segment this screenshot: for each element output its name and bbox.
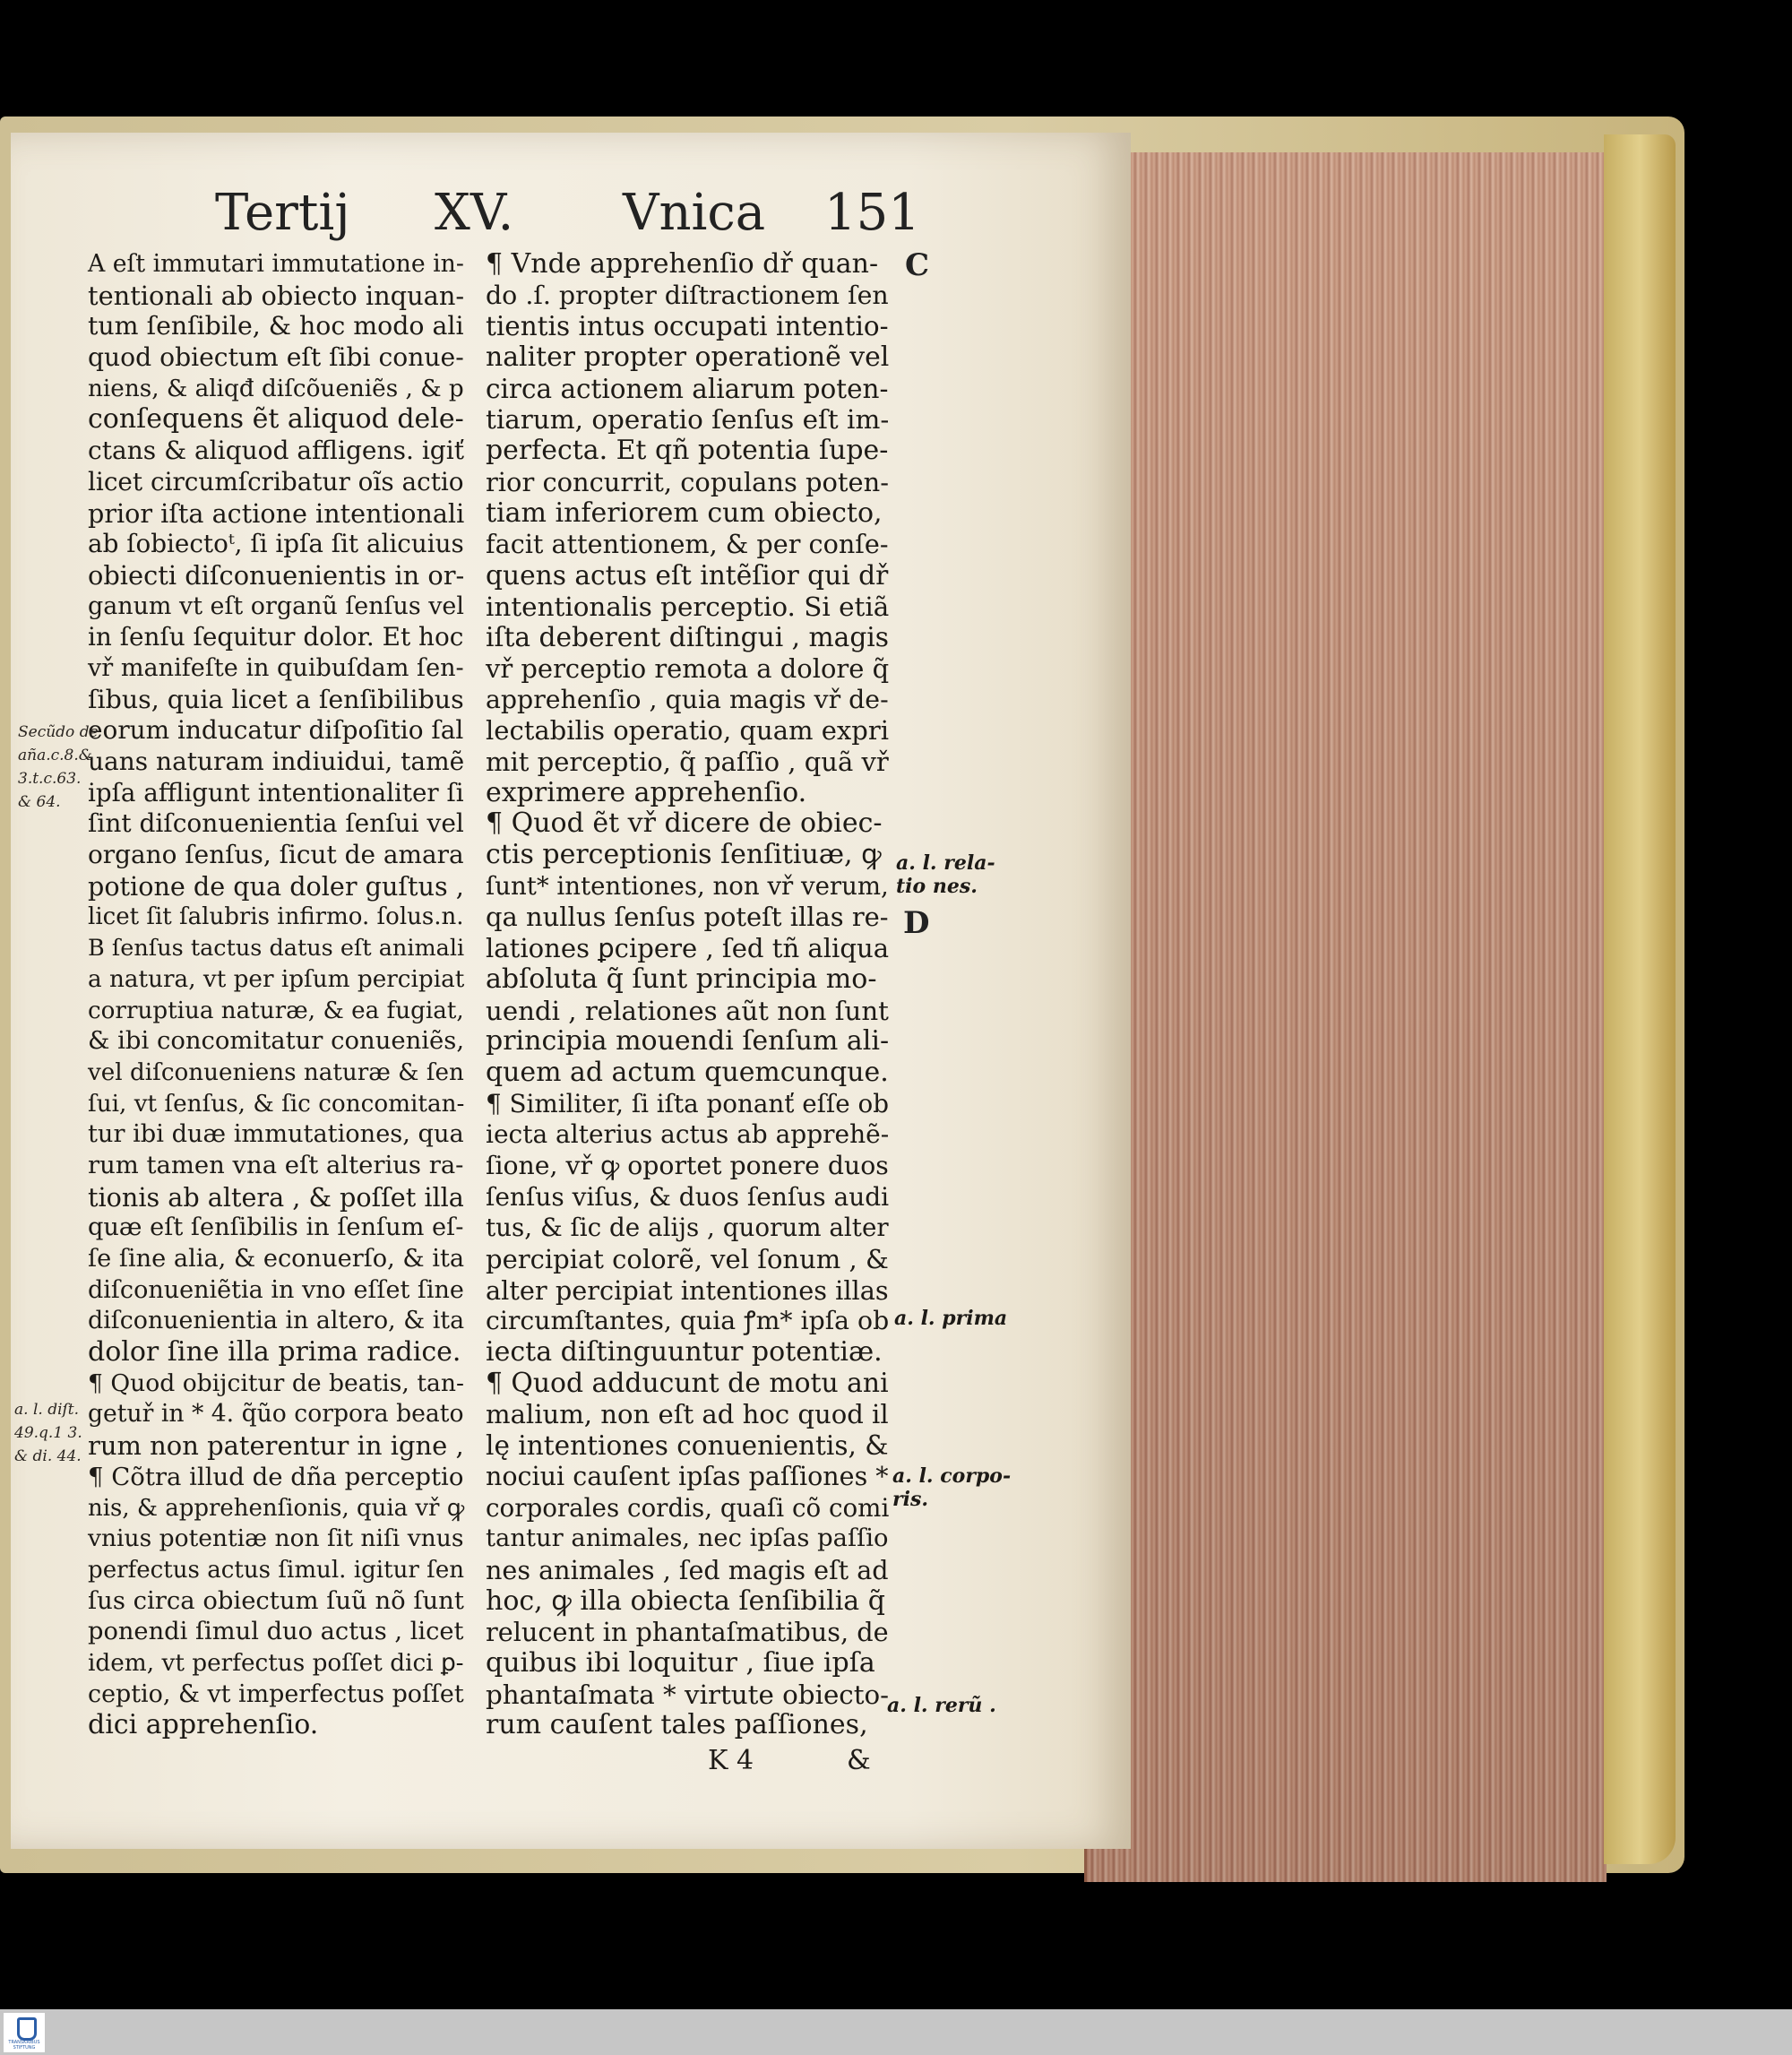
- text-line: ¶ Quod adducunt de motu ani: [486, 1367, 889, 1399]
- text-line: iſta deberent diſtingui , magis: [486, 621, 890, 653]
- text-line: & ibi concomitatur conueniẽs,: [88, 1027, 465, 1056]
- text-line: tiam inferiorem cum obiecto,: [486, 496, 883, 529]
- text-line: dolor ſine illa prima radice.: [88, 1336, 461, 1369]
- text-line: B ſenſus tactus datus eſt animali: [88, 935, 465, 963]
- text-line: qa nullus ſenſus poteſt illas re-: [486, 902, 889, 933]
- text-line: quod obiectum eſt ſibi conue-: [88, 342, 464, 373]
- catchword: &: [847, 1745, 871, 1776]
- text-line: ctans & aliquod affligens. igiť: [88, 436, 464, 466]
- text-line: quens actus eſt intẽſior qui dř: [486, 558, 889, 591]
- text-line: vř manifeſte in quibuſdam ſen-: [88, 653, 464, 682]
- text-line: rum tamen vna eſt alterius ra-: [88, 1151, 464, 1179]
- text-line: ipſa affligunt intentionaliter ſi: [88, 777, 464, 807]
- text-line: exprimere apprehenſio.: [486, 776, 807, 808]
- text-line: organo ſenſus, ſicut de amara: [88, 840, 464, 870]
- text-line: ſibus, quia licet a ſenſibilibus: [88, 684, 464, 714]
- text-line: mit perceptio, q̃ paſſio , quã vř: [486, 747, 889, 777]
- right-column: [486, 249, 889, 1741]
- text-line: hoc, ꝙ illa obiecta ſenſibilia q̃: [486, 1584, 885, 1617]
- running-head-center: XV.: [435, 184, 514, 242]
- running-head-right: Vnica: [623, 184, 766, 242]
- text-line: iecta alterius actus ab apprehẽ-: [486, 1119, 890, 1150]
- shield-icon: [17, 2017, 37, 2041]
- text-line: potione de qua doler guſtus ,: [88, 870, 464, 902]
- text-line: nociui cauſent ipſas paſſiones *: [486, 1461, 889, 1491]
- text-line: uans naturam indiuidui, tamẽ: [88, 747, 465, 776]
- text-line: apprehenſio , quia magis vř de-: [486, 684, 889, 714]
- text-line: ſione, vř ꝙ oportet ponere duos: [486, 1150, 889, 1180]
- text-line: naliter propter operationẽ vel: [486, 341, 890, 374]
- text-line: ſui, vt ſenſus, & ſic concomitan-: [88, 1090, 465, 1118]
- text-line: lę intentiones conuenientis, &: [486, 1430, 889, 1462]
- text-line: prior iſta actione intentionali: [88, 497, 465, 529]
- text-line: ¶ Cõtra illud de dña perceptio: [88, 1462, 464, 1491]
- text-line: nes animales , ſed magis eſt ad: [486, 1554, 889, 1585]
- text-line: circa actionem aliarum poten-: [486, 373, 889, 404]
- text-line: tantur animales, nec ipſas paſſio: [486, 1524, 889, 1553]
- text-line: ſus circa obiectum ſuũ nõ ſunt: [88, 1586, 464, 1615]
- text-line: circumſtantes, quia ꝭm* ipſa ob: [486, 1306, 890, 1336]
- side-note-relationes: a. l. rela- tio nes.: [896, 851, 995, 898]
- text-line: facit attentionem, & per conſe-: [486, 529, 889, 560]
- text-line: percipiat colorẽ, vel ſonum , &: [486, 1244, 889, 1274]
- text-line: idem, vt perfectus poſſet dici ꝑ-: [88, 1649, 464, 1677]
- text-line: phantaſmata * virtute obiecto-: [486, 1679, 890, 1710]
- left-margin-note-secundo: Secũdo de aña.c.8.& 3.t.c.63. & 64.: [18, 723, 99, 811]
- text-line: perfectus actus ſimul. igitur ſen: [88, 1556, 465, 1584]
- text-line: licet circumſcribatur oĩs actio: [88, 466, 464, 496]
- text-line: niens, & aliqđ diſcõueniẽs , & p: [88, 375, 464, 402]
- text-line: ſint diſconuenientia ſenſui vel: [88, 808, 464, 839]
- text-line: vř perceptio remota a dolore q̃: [486, 652, 890, 684]
- text-line: tiarum, operatio ſenſus eſt im-: [486, 404, 890, 436]
- text-line: ab ſobiectoᵗ, ſi ipſa ſit alicuius: [88, 529, 464, 559]
- text-line: principia mouendi ſenſum ali-: [486, 1025, 890, 1058]
- text-line: corruptiua naturæ, & ea fugiat,: [88, 997, 464, 1024]
- logo-text: TRANSKRIBUS STIFTUNG: [8, 2040, 40, 2051]
- text-line: ¶ Vnde apprehenſio dř quan-: [486, 248, 879, 280]
- side-note-prima: a. l. prima: [894, 1307, 1008, 1330]
- left-column: [88, 249, 464, 1741]
- text-line: quem ad actum quemcunque.: [486, 1056, 889, 1088]
- text-line: vel diſconueniens naturæ & ſen: [88, 1058, 464, 1086]
- text-line: a natura, vt per ipſum percipiat: [88, 965, 465, 993]
- text-line: quibus ibi loquitur , ſiue ipſa: [486, 1646, 875, 1679]
- text-line: nis, & apprehenſionis, quia vř ꝙ: [88, 1494, 465, 1522]
- text-line: tur ibi duæ immutationes, qua: [88, 1120, 464, 1149]
- text-line: ſenſus viſus, & duos ſenſus audi: [486, 1181, 890, 1212]
- text-line: getuř in * 4. q̃ũo corpora beato: [88, 1400, 464, 1429]
- text-line: do .ſ. propter diſtractionem ſen: [486, 280, 889, 310]
- text-line: quæ eſt ſenſibilis in ſenſum eſ-: [88, 1213, 464, 1242]
- text-line: uendi , relationes aũt non ſunt: [486, 995, 889, 1026]
- section-marker-c: C: [905, 247, 930, 283]
- text-line: tus, & ſic de alijs , quorum alter: [486, 1213, 889, 1243]
- text-line: ctis perceptionis ſenſitiuæ, ꝙ: [486, 839, 882, 871]
- side-note-rerum: a. l. rerũ .: [887, 1694, 996, 1717]
- text-line: ¶ Similiter, ſi iſta ponanť eſſe ob: [486, 1088, 890, 1118]
- page-edges: [1084, 152, 1607, 1882]
- page-number: 151: [824, 184, 920, 242]
- text-line: corporales cordis, quaſi cõ comi: [486, 1492, 890, 1523]
- text-line: tentionali ab obiecto inquan-: [88, 280, 465, 311]
- text-line: dici apprehenſio.: [88, 1709, 319, 1741]
- text-line: lectabilis operatio, quam expri: [486, 715, 889, 747]
- text-line: eorum inducatur diſpoſitio ſal: [88, 715, 464, 746]
- text-line: ceptio, & vt imperfectus poſſet: [88, 1679, 464, 1708]
- side-note-corporis: a. l. corpo- ris.: [892, 1464, 1012, 1511]
- text-line: diſconuenientia in altero, & ita: [88, 1307, 465, 1335]
- text-line: rum cauſent tales paſſiones,: [486, 1709, 868, 1741]
- cover-edge: [1604, 134, 1676, 1864]
- text-line: ponendi ſimul duo actus , licet: [88, 1618, 464, 1646]
- text-line: relucent in phantaſmatibus, de: [486, 1617, 889, 1648]
- left-margin-note-dist: a. l. diſt. 49.q.1 3. & di. 44.: [14, 1401, 82, 1465]
- text-line: tionis ab altera , & poſſet illa: [88, 1181, 464, 1213]
- text-line: ſe ſine alia, & econuerſo, & ita: [88, 1245, 465, 1273]
- text-line: perfecta. Et qñ potentia ſupe-: [486, 435, 889, 467]
- text-line: A eſt immutari immutatione in-: [88, 250, 464, 278]
- text-line: tientis intus occupati intentio-: [486, 311, 889, 342]
- section-marker-d: D: [903, 905, 930, 941]
- text-line: tum ſenſibile, & hoc modo ali: [88, 311, 464, 341]
- text-line: iecta diſtinguuntur potentiæ.: [486, 1336, 883, 1369]
- text-line: malium, non eſt ad hoc quod il: [486, 1399, 889, 1430]
- text-line: intentionalis perceptio. Si etiã: [486, 591, 890, 622]
- text-line: obiecti diſconuenientis in or-: [88, 559, 465, 591]
- text-line: rior concurrit, copulans poten-: [486, 466, 889, 497]
- text-line: alter percipiat intentiones illas: [486, 1274, 889, 1306]
- text-line: diſconueniẽtia in vno eſſet ſine: [88, 1275, 464, 1304]
- text-line: vnius potentiæ non ſit niſi vnus: [88, 1524, 464, 1553]
- running-head-left: Tertij: [215, 184, 350, 242]
- text-line: ¶ Quod ẽt vř dicere de obiec-: [486, 807, 883, 840]
- text-line: ganum vt eſt organũ ſenſus vel: [88, 591, 464, 620]
- text-line: ſunt* intentiones, non vř verum,: [486, 870, 889, 901]
- viewer-footer-bar: [0, 2009, 1792, 2055]
- running-head: [215, 184, 920, 255]
- signature-mark: K 4: [708, 1745, 754, 1776]
- transkribus-logo[interactable]: [4, 2013, 45, 2052]
- text-line: ¶ Quod obijcitur de beatis, tan-: [88, 1369, 464, 1397]
- text-line: abſoluta q̃ ſunt principia mo-: [486, 963, 877, 995]
- text-line: licet ſit ſalubris infirmo. ſolus.n.: [88, 903, 464, 931]
- text-line: rum non paterentur in igne ,: [88, 1430, 464, 1462]
- text-line: lationes ꝑcipere , ſed tñ aliqua: [486, 933, 890, 964]
- text-line: conſequens ẽt aliquod dele-: [88, 403, 464, 436]
- text-line: in ſenſu ſequitur dolor. Et hoc: [88, 622, 464, 652]
